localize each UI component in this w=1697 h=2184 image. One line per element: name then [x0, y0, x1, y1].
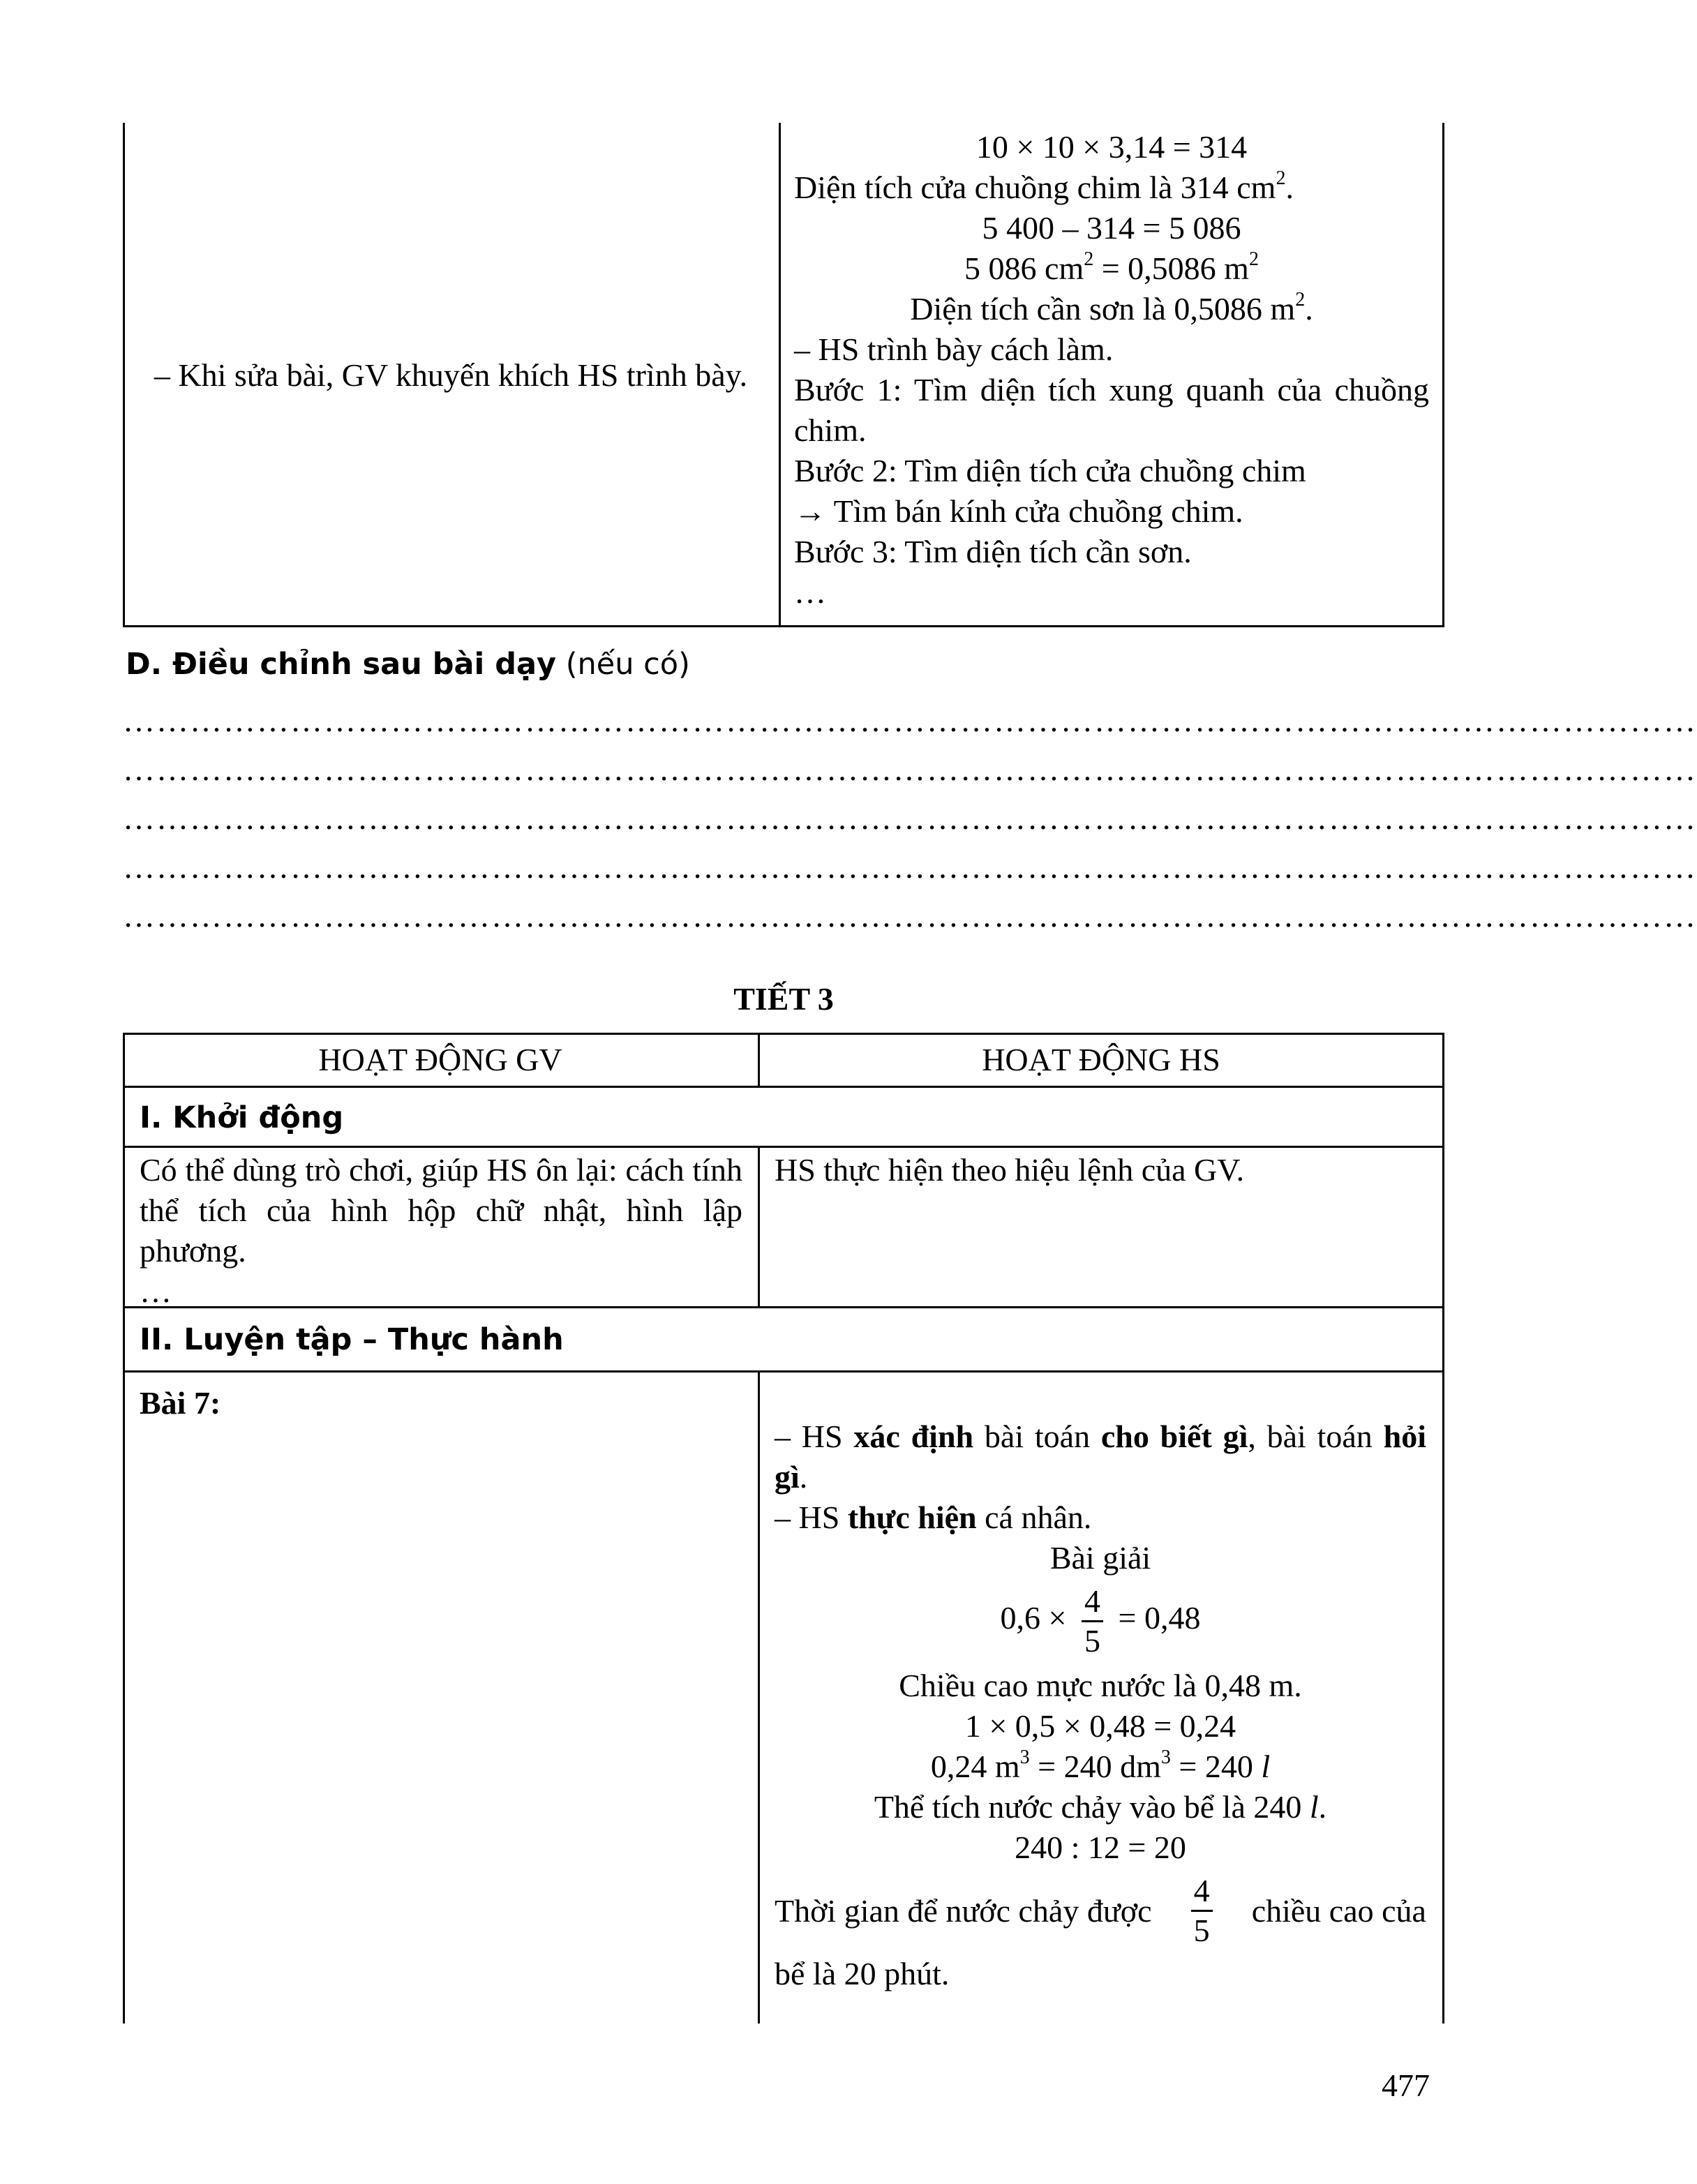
- top-continuation-table: [123, 123, 1444, 627]
- fraction-equation: 0,6 × $\frac{4}{5}$ = 0,48: [1000, 1583, 1201, 1659]
- column-header-gv: HOẠT ĐỘNG GV: [318, 1042, 562, 1077]
- hs-step-line: – HS thực hiện cá nhân.: [775, 1499, 1092, 1535]
- table-border-top: [123, 1033, 1444, 1035]
- gv-activity-text: – Khi sửa bài, GV khuyến khích HS trình bày.: [154, 357, 748, 393]
- khoi-dong-hs-text: HS thực hiện theo hiệu lệnh của GV.: [775, 1152, 1245, 1188]
- conversion-line: 0,24 $m^3 = 240$ $dm^3 = 240$ l: [930, 1746, 1271, 1784]
- ellipsis: …: [140, 1273, 172, 1309]
- fraction: $\frac{4}{5}$: [1191, 1872, 1213, 1950]
- section-d-heading: D. Điều chỉnh sau bài dạy (nếu có): [126, 647, 690, 682]
- table-border-right: [1442, 123, 1444, 627]
- khoi-dong-gv-text: Có thể dùng trò chơi, giúp HS ôn lại: cách tính thể tích của hình hộp chữ nhật, hình lập phương.: [140, 1152, 742, 1269]
- table-border-left: [123, 1033, 125, 2024]
- answer-line: Thể tích nước chảy vào bể là 240 l.: [874, 1789, 1327, 1825]
- page-number: 477: [1382, 2067, 1430, 2103]
- answer-line: Chiều cao mực nước là 0,48 m.: [899, 1668, 1302, 1703]
- answer-line: Diện tích cần sơn là 0,5086 $m^2$.: [910, 288, 1313, 327]
- step-line: → Tìm bán kính cửa chuồng chim.: [794, 493, 1243, 529]
- calc-line: 1 × 0,5 × 0,48 = 0,24: [964, 1708, 1236, 1744]
- table-col-divider: [758, 1370, 760, 2024]
- step-line: – HS trình bày cách làm.: [794, 331, 1114, 367]
- lesson-activity-table: [123, 1033, 1444, 2024]
- step-line: Bước 1: Tìm diện tích xung quanh của chuồng chim.: [794, 372, 1429, 448]
- calc-line: 5 400 – 314 = 5 086: [982, 210, 1241, 246]
- hs-activity-cell: [794, 127, 1429, 613]
- fraction: $\frac{4}{5}$: [1082, 1583, 1103, 1660]
- dotted-line[interactable]: ……………………………………………………………………………………………………………………………: [123, 898, 1697, 934]
- column-header-hs: HOẠT ĐỘNG HS: [982, 1042, 1220, 1077]
- exercise-label: Bài 7:: [140, 1385, 221, 1421]
- final-answer-line: Thời gian để nước chảy được $\frac{4}{5}$ chiều cao của: [775, 1873, 1426, 1948]
- final-answer-line: bể là 20 phút.: [775, 1956, 950, 1991]
- solution-heading: Bài giải: [1049, 1540, 1151, 1576]
- section-khoi-dong: I. Khởi động: [140, 1100, 344, 1135]
- conversion-line: 5 086 $cm^2 = 0,5086$ $m^2$: [964, 248, 1259, 286]
- step-line: Bước 2: Tìm diện tích cửa chuồng chim: [794, 453, 1306, 488]
- bai7-hs-cell: [775, 1416, 1426, 1994]
- section-luyen-tap: II. Luyện tập – Thực hành: [140, 1322, 564, 1357]
- hs-step-line: – HS xác định bài toán cho biết gì, bài toán hỏi gì.: [775, 1419, 1426, 1495]
- dotted-line[interactable]: ……………………………………………………………………………………………………………………………: [123, 751, 1697, 787]
- ellipsis: …: [794, 574, 826, 610]
- table-row-divider: [123, 1086, 1444, 1088]
- gv-activity-cell: [123, 123, 779, 627]
- step-line: Bước 3: Tìm diện tích cần sơn.: [794, 534, 1192, 569]
- khoi-dong-gv-cell: [140, 1150, 742, 1312]
- calc-line: 10 × 10 × 3,14 = 314: [975, 129, 1248, 165]
- table-row-divider: [123, 1146, 1444, 1148]
- lesson-period-title: TIẾT 3: [733, 981, 834, 1017]
- table-border-right: [1442, 1033, 1444, 2024]
- result-line: Diện tích cửa chuồng chim là 314 $cm^2$.: [794, 167, 1294, 205]
- dotted-line[interactable]: ……………………………………………………………………………………………………………………………: [123, 800, 1697, 836]
- dotted-line[interactable]: ……………………………………………………………………………………………………………………………: [123, 849, 1697, 885]
- table-row-divider: [123, 1370, 1444, 1373]
- calc-line: 240 : 12 = 20: [1015, 1830, 1186, 1865]
- dotted-line[interactable]: ……………………………………………………………………………………………………………………………: [123, 703, 1697, 738]
- table-border-middle: [779, 123, 781, 627]
- table-col-divider: [758, 1146, 760, 1306]
